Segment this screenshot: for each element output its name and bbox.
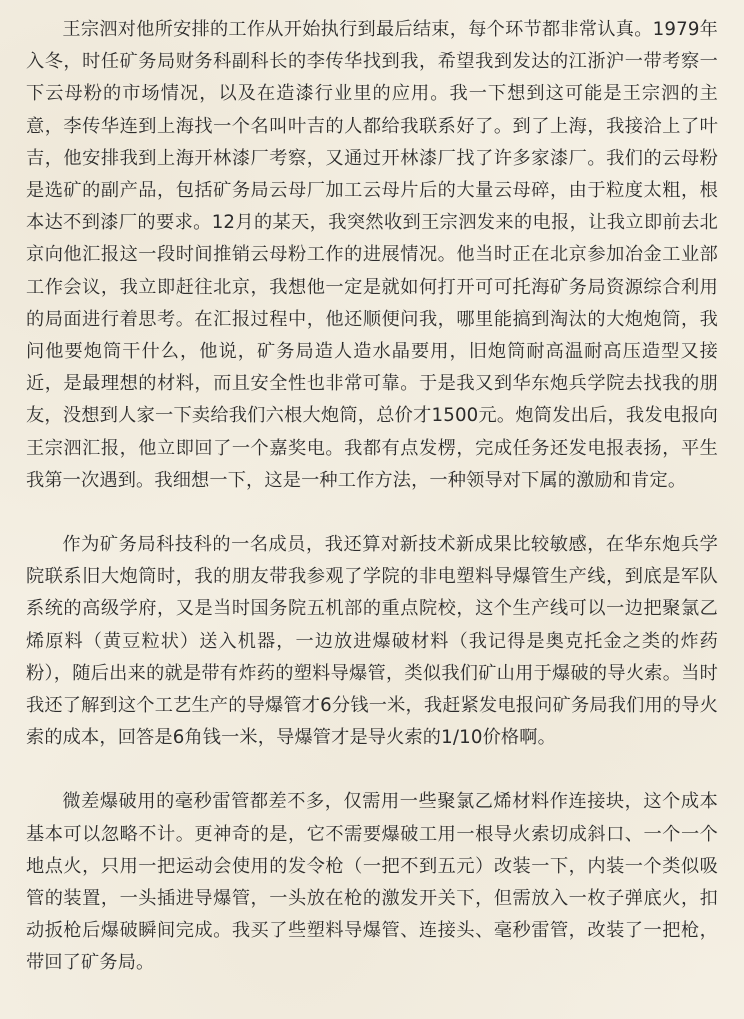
article-paragraph-1: 王宗泗对他所安排的工作从开始执行到最后结束，每个环节都非常认真。1979年入冬，时任矿务局财务科副科长的李传华找到我，希望我到发达的江浙沪一带考察一下云母粉的市场情况，以及在造漆行业里的应用。我一下想到这可能是王宗泗的主意，李传华连到上海找一个名叫叶吉的人都给我联系好了。到了上海，我接洽上了叶吉，他安排我到上海开林漆厂考察，又通过开林漆厂找了许多家漆厂。我们的云母粉是选矿的副产品，包括矿务局云母厂加工云母片后的大量云母碎，由于粒度太粗，根本达不到漆厂的要求。12月的某天，我突然收到王宗泗发来的电报，让我立即前去北京向他汇报这一段时间推销云母粉工作的进展情况。他当时正在北京参加冶金工业部工作会议，我立即赶往北京，我想他一定是就如何打开可可托海矿务局资源综合利用的局面进行着思考。在汇报过程中，他还顺便问我，哪里能搞到淘汰的大炮炮筒，我问他要炮筒干什么，他说，矿务局造人造水晶要用，旧炮筒耐高温耐高压造型又接近，是最理想的材料，而且安全性也非常可靠。于是我又到华东炮兵学院去找我的朋友，没想到人家一下卖给我们六根大炮筒，总价才1500元。炮筒发出后，我发电报向王宗泗汇报，他立即回了一个嘉奖电。我都有点发楞，完成任务还发电报表扬，平生我第一次遇到。我细想一下，这是一种工作方法，一种领导对下属的激励和肯定。 [26, 19, 718, 491]
article-paragraph-2: 作为矿务局科技科的一名成员，我还算对新技术新成果比较敏感，在华东炮兵学院联系旧大炮筒时，我的朋友带我参观了学院的非电塑料导爆管生产线，到底是军队系统的高级学府，又是当时国务院五机部的重点院校，这个生产线可以一边把聚氯乙烯原料（黄豆粒状）送入机器，一边放进爆破材料（我记得是奥克托金之类的炸药粉），随后出来的就是带有炸药的塑料导爆管，类似我们矿山用于爆破的导火索。当时我还了解到这个工艺生产的导爆管才6分钱一米，我赶紧发电报问矿务局我们用的导火索的成本，回答是6角钱一米，导爆管才是导火索的1/10价格啊。 [26, 534, 718, 749]
article-paragraph-3: 微差爆破用的毫秒雷管都差不多，仅需用一些聚氯乙烯材料作连接块，这个成本基本可以忽略不计。更神奇的是，它不需要爆破工用一根导火索切成斜口、一个一个地点火，只用一把运动会使用的发令枪（一把不到五元）改装一下，内装一个类似吸管的装置，一头插进导爆管，一头放在枪的激发开关下，但需放入一枚子弹底火，扣动扳枪后爆破瞬间完成。我买了些塑料导爆管、连接头、毫秒雷管，改装了一把枪，带回了矿务局。 [26, 791, 718, 974]
